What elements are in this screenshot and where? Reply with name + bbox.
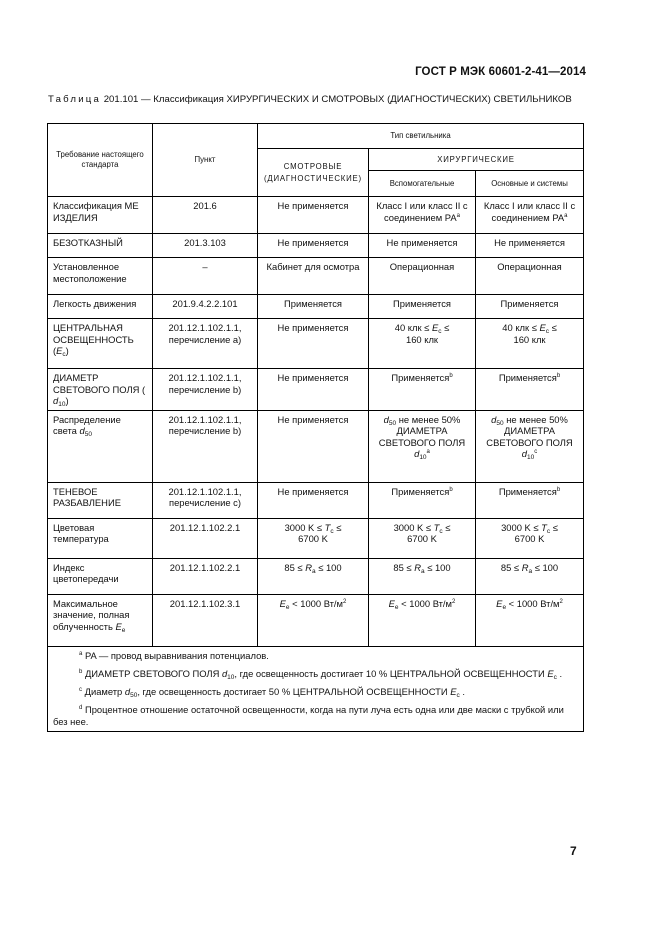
table-row	[48, 197, 584, 234]
row-clause: 201.9.4.2.2.101	[153, 295, 258, 319]
row-requirement: Цветовая температура	[48, 518, 153, 558]
row-auxiliary: Не применяется	[369, 234, 476, 258]
header-auxiliary: Вспомогательные	[369, 171, 476, 197]
row-clause: 201.6	[153, 197, 258, 234]
row-examination: Не применяется	[258, 482, 369, 518]
caption-text: 201.101 — Классификация ХИРУРГИЧЕСКИХ И СМОТРОВЫХ (ДИАГНОСТИЧЕСКИХ) СВЕТИЛЬНИКОВ	[103, 94, 572, 105]
row-auxiliary: Операционная	[369, 258, 476, 295]
row-main: Класс I или класс II с соединением $PA^a$	[476, 197, 584, 234]
row-auxiliary: Применяется$^b$	[369, 482, 476, 518]
table-row	[48, 369, 584, 411]
row-requirement: Распределение света $d_{50}$	[48, 410, 153, 482]
row-requirement: Индекс цветопередачи	[48, 558, 153, 594]
table-row	[48, 258, 584, 295]
row-auxiliary: Применяется	[369, 295, 476, 319]
table-row	[48, 295, 584, 319]
header-main-systems: Основные и системы	[476, 171, 584, 197]
row-main: Применяется$^b$	[476, 369, 584, 411]
row-main: 40 клк ≤ $E_c$ ≤ 160 клк	[476, 319, 584, 369]
row-auxiliary: Применяется$^b$	[369, 369, 476, 411]
table-row	[48, 410, 584, 482]
row-examination: Кабинет для осмотра	[258, 258, 369, 295]
header-examination: СМОТРОВЫЕ (ДИАГНОСТИЧЕСКИЕ)	[258, 149, 369, 197]
row-examination: Не применяется	[258, 369, 369, 411]
row-main: $85 \le R_a \le 100$	[476, 558, 584, 594]
row-examination: $E_e < 1000$ $Вт/м^2$	[258, 594, 369, 646]
row-clause: 201.12.1.102.1.1, перечисление b)	[153, 369, 258, 411]
row-examination: Не применяется	[258, 319, 369, 369]
table-row	[48, 234, 584, 258]
row-examination: $85 \le R_a \le 100$	[258, 558, 369, 594]
row-auxiliary: Класс I или класс II с соединением $PA^a$	[369, 197, 476, 234]
row-examination: Не применяется	[258, 410, 369, 482]
row-examination: Применяется	[258, 295, 369, 319]
document-header: ГОСТ Р МЭК 60601-2-41—2014	[415, 66, 586, 78]
row-auxiliary: 3000 $K \le T_c$ ≤ 6700 K	[369, 518, 476, 558]
row-clause: 201.12.1.102.1.1, перечисление с)	[153, 482, 258, 518]
row-requirement: ДИАМЕТР СВЕТОВОГО ПОЛЯ ( $d_{10}$)	[48, 369, 153, 411]
table-row	[48, 518, 584, 558]
row-auxiliary: 40 клк ≤ $E_c$ ≤ 160 клк	[369, 319, 476, 369]
row-requirement: Установленное местоположение	[48, 258, 153, 295]
row-main: Операционная	[476, 258, 584, 295]
header-surgical: ХИРУРГИЧЕСКИЕ	[369, 149, 584, 171]
header-lamp-type: Тип светильника	[258, 124, 584, 149]
row-auxiliary: $85 \le R_a \le 100$	[369, 558, 476, 594]
row-clause: 201.12.1.102.2.1	[153, 558, 258, 594]
table-row	[48, 594, 584, 646]
row-main: $d_{50}$ не менее 50% ДИАМЕТРА СВЕТОВОГО ПОЛЯ $d_{10}^c$	[476, 410, 584, 482]
row-auxiliary: $d_{50}$ не менее 50% ДИАМЕТРА СВЕТОВОГО ПОЛЯ $d_{10}^a$	[369, 410, 476, 482]
row-auxiliary: $E_e < 1000$ $Вт/м^2$	[369, 594, 476, 646]
classification-table	[47, 123, 584, 732]
row-main: 3000 $K \le T_c$ ≤ 6700 K	[476, 518, 584, 558]
table-row	[48, 319, 584, 369]
row-requirement: Максимальное значение, полная облученность $E_e$	[48, 594, 153, 646]
note-c: $^c$ Диаметр $d_{50}$, где освещенность достигает 50 % ЦЕНТРАЛЬНОЙ ОСВЕЩЕННОСТИ $E_c$ .	[79, 685, 465, 699]
table-caption	[48, 94, 583, 105]
row-clause: –	[153, 258, 258, 295]
row-requirement: Легкость движения	[48, 295, 153, 319]
row-requirement: Классификация МЕ ИЗДЕЛИЯ	[48, 197, 153, 234]
row-main: Применяется$^b$	[476, 482, 584, 518]
row-clause: 201.12.1.102.1.1, перечисление а)	[153, 319, 258, 369]
table-notes	[48, 646, 584, 731]
caption-prefix: Таблица	[48, 94, 102, 105]
row-requirement: ТЕНЕВОЕ РАЗБАВЛЕНИЕ	[48, 482, 153, 518]
row-examination: 3000 $K \le T_c$ ≤ 6700 K	[258, 518, 369, 558]
row-clause: 201.12.1.102.1.1, перечисление b)	[153, 410, 258, 482]
table-row	[48, 558, 584, 594]
table-row	[48, 482, 584, 518]
row-main: Не применяется	[476, 234, 584, 258]
row-clause: 201.12.1.102.3.1	[153, 594, 258, 646]
header-requirement: Требование настоящего стандарта	[48, 124, 153, 197]
row-main: Применяется	[476, 295, 584, 319]
row-clause: 201.3.103	[153, 234, 258, 258]
row-examination: Не применяется	[258, 234, 369, 258]
row-requirement: БЕЗОТКАЗНЫЙ	[48, 234, 153, 258]
header-clause: Пункт	[153, 124, 258, 197]
row-requirement: ЦЕНТРАЛЬНАЯ ОСВЕЩЕННОСТЬ $(E_c)$	[48, 319, 153, 369]
row-clause: 201.12.1.102.2.1	[153, 518, 258, 558]
table-notes-row	[48, 646, 584, 731]
note-b: $^b$ ДИАМЕТР СВЕТОВОГО ПОЛЯ $d_{10}$, где освещенность достигает 10 % ЦЕНТРАЛЬНОЙ ОСВЕЩЕННОСТИ $E_c$ .	[79, 667, 563, 681]
note-a: $^a$ PA — провод выравнивания потенциалов.	[79, 649, 269, 661]
row-main: $E_e < 1000$ $Вт/м^2$	[476, 594, 584, 646]
page-number: 7	[570, 844, 577, 858]
row-examination: Не применяется	[258, 197, 369, 234]
note-d: $^d$ Процентное отношение остаточной освещенности, когда на пути луча есть одна или две маски с трубкой или без нее.	[53, 703, 564, 727]
